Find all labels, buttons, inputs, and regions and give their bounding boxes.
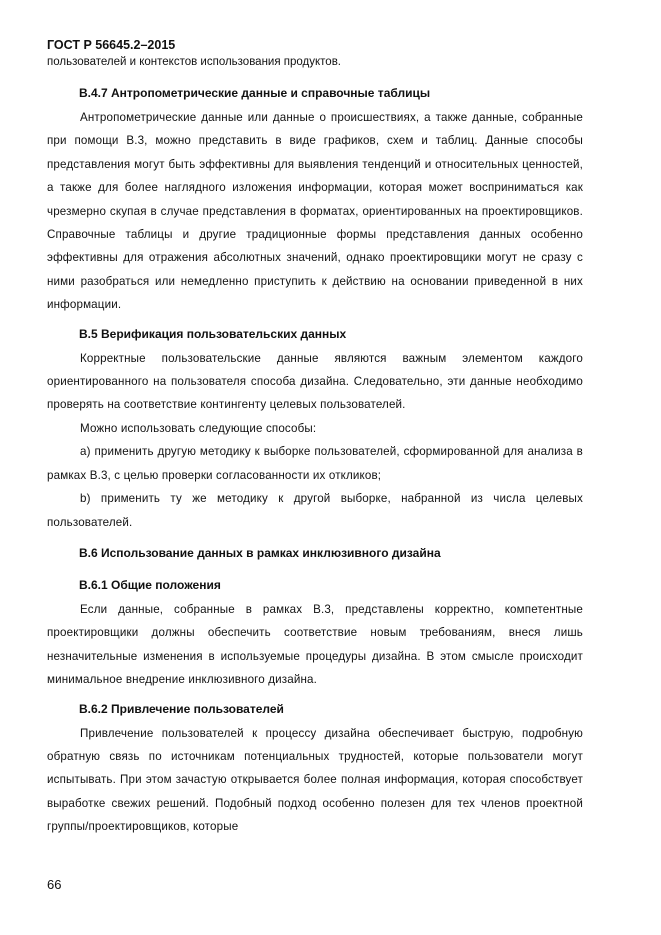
section-heading-b47: В.4.7 Антропометрические данные и справочные таблицы bbox=[79, 86, 431, 100]
section-heading-b61: В.6.1 Общие положения bbox=[79, 577, 221, 592]
continued-text-line: пользователей и контекстов использования продуктов. bbox=[47, 56, 342, 68]
paragraph-b5-item-a: а) применить другую методику к выборке пользователей, сформированной для анализа в рамках В.3, с целью проверки согласованности их откликов; bbox=[47, 445, 583, 482]
paragraph-b62: Привлечение пользователей к процессу дизайна обеспечивает быструю, подробную обратную связь по источникам потенциальных трудностей, которые пользователи могут испытывать. При этом зачастую открывается более полная информация, которая способствует выработке свежих решений. Подобный подход особенно полезен для тех членов проектной группы/проектировщиков, которые bbox=[47, 726, 583, 834]
paragraph-b5-2: Можно использовать следующие способы: bbox=[80, 421, 317, 435]
paragraph-b5-item-b: b) применить ту же методику к другой выборке, набранной из числа целевых пользователей. bbox=[47, 492, 583, 529]
section-heading-b5: В.5 Верификация пользовательских данных bbox=[79, 326, 347, 341]
paragraph-b5-1: Корректные пользовательские данные являются важным элементом каждого ориентированного на пользователя способа дизайна. Следовательно, эти данные необходимо проверять на соответствие контингенту целевых пользователей. bbox=[47, 351, 583, 412]
standard-header: ГОСТ Р 56645.2–2015 bbox=[47, 38, 176, 52]
page-number: 66 bbox=[47, 877, 62, 892]
document-body bbox=[47, 84, 583, 839]
paragraph-b47: Антропометрические данные или данные о происшествиях, а также данные, собранные при помощи В.3, можно представить в виде графиков, схем и таблиц. Данные способы представления могут быть эффективны для выявления тенденций и относительных ценностей, а также для более наглядного изложения информации, которая может восприниматься как чрезмерно скупая в случае представления в форматах, ориентированных на проектировщиков. Справочные таблицы и другие традиционные формы представления данных особенно эффективны для отражения абсолютных значений, однако проектировщики могут не сразу с ними разобраться или немедленно приступить к действию на основании приведенной в них информации. bbox=[47, 111, 583, 312]
paragraph-b61: Если данные, собранные в рамках В.3, представлены корректно, компетентные проектировщики должны обеспечить соответствие новым требованиям, внеся лишь незначительные изменения в используемые процедуры дизайна. В этом смысле происходит минимальное внедрение инклюзивного дизайна. bbox=[47, 602, 583, 687]
section-heading-b6: В.6 Использование данных в рамках инклюзивного дизайна bbox=[79, 545, 441, 560]
section-heading-b62: В.6.2 Привлечение пользователей bbox=[79, 701, 284, 716]
